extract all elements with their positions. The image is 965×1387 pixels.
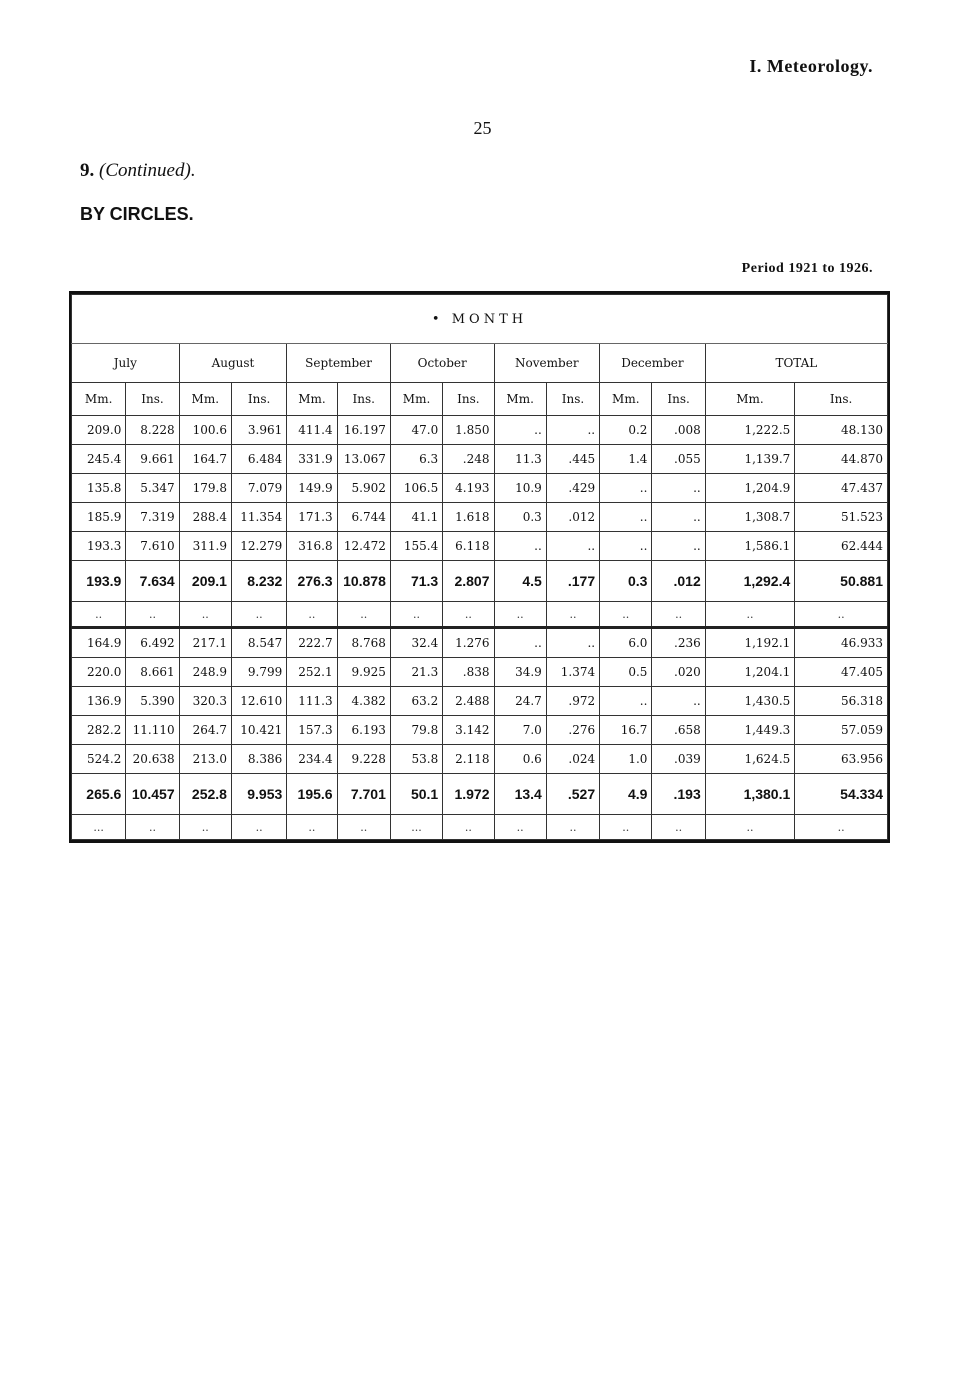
table-cell: 10.9 [494, 474, 546, 503]
table-cell: 252.8 [179, 774, 231, 815]
table-cell: 63.956 [795, 745, 888, 774]
table-cell: .024 [546, 745, 599, 774]
table-cell: .248 [443, 445, 494, 474]
table-row [72, 474, 888, 503]
table-cell: .. [600, 687, 652, 716]
table-cell: .177 [546, 561, 599, 602]
table-cell: 0.6 [494, 745, 546, 774]
table-cell: 245.4 [72, 445, 126, 474]
table-cell: .. [652, 815, 705, 840]
table-cell: 1.0 [600, 745, 652, 774]
table-cell: 155.4 [390, 532, 442, 561]
table-cell: 1,204.1 [705, 658, 795, 687]
unit-header: Ins. [231, 383, 286, 416]
table-cell: 63.2 [390, 687, 442, 716]
month-header-july: July [72, 344, 180, 383]
table-cell: 195.6 [287, 774, 337, 815]
table-cell: 57.059 [795, 716, 888, 745]
table-cell: 8.768 [337, 628, 390, 658]
table-cell: .276 [546, 716, 599, 745]
table-cell: 7.079 [231, 474, 286, 503]
table-cell: .. [600, 602, 652, 628]
table-cell: .012 [652, 561, 705, 602]
table-cell: 1,449.3 [705, 716, 795, 745]
table-cell: 11.354 [231, 503, 286, 532]
table-cell: .008 [652, 416, 705, 445]
table-cell: 9.228 [337, 745, 390, 774]
period-label: Period 1921 to 1926. [741, 261, 873, 276]
table-cell: 411.4 [287, 416, 337, 445]
table-cell: 209.0 [72, 416, 126, 445]
table-row [72, 416, 888, 445]
table-cell: 54.334 [795, 774, 888, 815]
table-cell: 331.9 [287, 445, 337, 474]
table-cell: 8.661 [126, 658, 179, 687]
table-cell: 50.881 [795, 561, 888, 602]
table-cell: 7.610 [126, 532, 179, 561]
table-cell: 12.472 [337, 532, 390, 561]
table-cell: 2.488 [443, 687, 494, 716]
table-cell: 320.3 [179, 687, 231, 716]
unit-header: Mm. [390, 383, 442, 416]
table-cell: 524.2 [72, 745, 126, 774]
table-cell: 1,308.7 [705, 503, 795, 532]
table-cell: 32.4 [390, 628, 442, 658]
table-cell: 5.902 [337, 474, 390, 503]
table-row [72, 503, 888, 532]
table-cell: 135.8 [72, 474, 126, 503]
page-number: 25 [473, 118, 492, 138]
table-cell: 157.3 [287, 716, 337, 745]
table-cell: 9.953 [231, 774, 286, 815]
table-cell: .. [705, 815, 795, 840]
table-cell: 248.9 [179, 658, 231, 687]
table-cell: 288.4 [179, 503, 231, 532]
table-cell: .. [546, 815, 599, 840]
table-cell: 34.9 [494, 658, 546, 687]
month-header-october: October [390, 344, 494, 383]
table-cell: 106.5 [390, 474, 442, 503]
table-cell: .. [546, 416, 599, 445]
table-cell: 185.9 [72, 503, 126, 532]
table-cell: 0.5 [600, 658, 652, 687]
table-cell: .. [600, 474, 652, 503]
table-cell: 5.390 [126, 687, 179, 716]
unit-header: Ins. [546, 383, 599, 416]
table-cell: 193.3 [72, 532, 126, 561]
table-cell: 265.6 [72, 774, 126, 815]
table-cell: 47.437 [795, 474, 888, 503]
table-cell: 71.3 [390, 561, 442, 602]
table-cell: .. [337, 602, 390, 628]
summary-row [72, 561, 888, 602]
table-row [72, 716, 888, 745]
table-cell: .. [600, 532, 652, 561]
table-cell: 1.4 [600, 445, 652, 474]
table-cell: .020 [652, 658, 705, 687]
table-cell: 1.618 [443, 503, 494, 532]
table-cell: 24.7 [494, 687, 546, 716]
table-cell: 53.8 [390, 745, 442, 774]
table-cell: .. [179, 815, 231, 840]
table-cell: 9.661 [126, 445, 179, 474]
table-cell: 7.319 [126, 503, 179, 532]
table-cell: 47.0 [390, 416, 442, 445]
table-cell: 51.523 [795, 503, 888, 532]
month-header-august: August [179, 344, 287, 383]
table-cell: .527 [546, 774, 599, 815]
table-cell: 193.9 [72, 561, 126, 602]
table-cell: .. [287, 602, 337, 628]
table-cell: 1.374 [546, 658, 599, 687]
section-number: 9. [80, 160, 95, 181]
table-cell: .. [652, 687, 705, 716]
table-cell: 16.197 [337, 416, 390, 445]
table-cell: .039 [652, 745, 705, 774]
unit-header: Mm. [287, 383, 337, 416]
table-cell: 179.8 [179, 474, 231, 503]
table-cell: 12.610 [231, 687, 286, 716]
table-cell: .012 [546, 503, 599, 532]
unit-header: Ins. [652, 383, 705, 416]
table-cell: .. [390, 602, 442, 628]
table-cell: 62.444 [795, 532, 888, 561]
table-cell: .972 [546, 687, 599, 716]
unit-header: Mm. [72, 383, 126, 416]
table-cell: 41.1 [390, 503, 442, 532]
table-cell: .. [600, 815, 652, 840]
unit-header: Mm. [494, 383, 546, 416]
table-cell: .445 [546, 445, 599, 474]
table-cell: 79.8 [390, 716, 442, 745]
table-cell: 11.3 [494, 445, 546, 474]
table-cell: 6.744 [337, 503, 390, 532]
unit-header: Mm. [179, 383, 231, 416]
table-cell: 7.634 [126, 561, 179, 602]
table-cell: 56.318 [795, 687, 888, 716]
table-cell: 1,624.5 [705, 745, 795, 774]
table-cell: 4.193 [443, 474, 494, 503]
table-cell: 13.4 [494, 774, 546, 815]
table-cell: .. [443, 815, 494, 840]
table-cell: 4.9 [600, 774, 652, 815]
table-cell: 209.1 [179, 561, 231, 602]
month-header-september: September [287, 344, 391, 383]
table-cell: 1,192.1 [705, 628, 795, 658]
table-cell: 6.484 [231, 445, 286, 474]
table-cell: .. [494, 815, 546, 840]
table-cell: 7.701 [337, 774, 390, 815]
table-cell: .055 [652, 445, 705, 474]
table-cell: .. [443, 602, 494, 628]
table-cell: 2.118 [443, 745, 494, 774]
table-cell: 220.0 [72, 658, 126, 687]
table-cell: 21.3 [390, 658, 442, 687]
table-cell: .236 [652, 628, 705, 658]
table-cell: 1.850 [443, 416, 494, 445]
table-cell: 10.457 [126, 774, 179, 815]
table-cell: .. [546, 532, 599, 561]
table-cell: 1,204.9 [705, 474, 795, 503]
unit-header: Mm. [705, 383, 795, 416]
table-cell: 47.405 [795, 658, 888, 687]
table-cell: .. [494, 628, 546, 658]
table-cell: 1,586.1 [705, 532, 795, 561]
table-cell: .. [652, 503, 705, 532]
table-cell: 11.110 [126, 716, 179, 745]
table-cell: .. [600, 503, 652, 532]
unit-header: Ins. [795, 383, 888, 416]
table-cell: 0.3 [494, 503, 546, 532]
table-cell: .. [652, 532, 705, 561]
table-cell: .. [231, 815, 286, 840]
table-row [72, 745, 888, 774]
table-cell: 16.7 [600, 716, 652, 745]
table-cell: 10.878 [337, 561, 390, 602]
table-cell: 2.807 [443, 561, 494, 602]
table-cell: .. [546, 628, 599, 658]
table-cell: 48.130 [795, 416, 888, 445]
table-cell: .. [72, 602, 126, 628]
table-cell: 0.2 [600, 416, 652, 445]
table-cell: 5.347 [126, 474, 179, 503]
table-cell: .193 [652, 774, 705, 815]
table-cell: 13.067 [337, 445, 390, 474]
subtitle: BY CIRCLES. [80, 204, 194, 224]
table-cell: 276.3 [287, 561, 337, 602]
table-cell: .. [287, 815, 337, 840]
table-cell: 311.9 [179, 532, 231, 561]
table-cell: .. [494, 416, 546, 445]
table-cell: 1,380.1 [705, 774, 795, 815]
table-cell: 1,139.7 [705, 445, 795, 474]
table-cell: 3.142 [443, 716, 494, 745]
table-cell: .. [546, 602, 599, 628]
table-cell: 8.228 [126, 416, 179, 445]
table-cell: 7.0 [494, 716, 546, 745]
table-cell: 50.1 [390, 774, 442, 815]
table-cell: 6.492 [126, 628, 179, 658]
table-cell: 164.7 [179, 445, 231, 474]
table-cell: 6.193 [337, 716, 390, 745]
table-cell: 4.382 [337, 687, 390, 716]
table-cell: 149.9 [287, 474, 337, 503]
table-cell: .. [126, 815, 179, 840]
table-cell: 8.232 [231, 561, 286, 602]
table-cell: 1,292.4 [705, 561, 795, 602]
unit-header: Mm. [600, 383, 652, 416]
table-cell: 8.547 [231, 628, 286, 658]
table-cell: .. [337, 815, 390, 840]
table-cell: 100.6 [179, 416, 231, 445]
table-cell: 3.961 [231, 416, 286, 445]
table-cell: 282.2 [72, 716, 126, 745]
table-cell: 164.9 [72, 628, 126, 658]
table-cell: 20.638 [126, 745, 179, 774]
section-heading [80, 160, 196, 182]
month-header-november: November [494, 344, 600, 383]
table-cell: 217.1 [179, 628, 231, 658]
month-header-total: TOTAL [705, 344, 887, 383]
table-cell: 4.5 [494, 561, 546, 602]
table-cell: 136.9 [72, 687, 126, 716]
table-cell: .. [231, 602, 286, 628]
month-header-december: December [600, 344, 706, 383]
table-cell: 8.386 [231, 745, 286, 774]
table-cell: 10.421 [231, 716, 286, 745]
table-cell: 6.3 [390, 445, 442, 474]
table-cell: .. [795, 602, 888, 628]
table-cell: ... [390, 815, 442, 840]
table-cell: 44.870 [795, 445, 888, 474]
summary-row [72, 774, 888, 815]
dots-row [72, 602, 888, 628]
dots-row [72, 815, 888, 840]
running-head: I. Meteorology. [749, 56, 873, 76]
table-cell: .. [652, 474, 705, 503]
table-cell: 6.0 [600, 628, 652, 658]
table-cell: 234.4 [287, 745, 337, 774]
table-cell: 12.279 [231, 532, 286, 561]
table-cell: 252.1 [287, 658, 337, 687]
table-cell: .. [705, 602, 795, 628]
table-row [72, 445, 888, 474]
table-cell: 213.0 [179, 745, 231, 774]
table-cell: .. [126, 602, 179, 628]
table-cell: 1,222.5 [705, 416, 795, 445]
unit-header: Ins. [337, 383, 390, 416]
table-cell: 264.7 [179, 716, 231, 745]
table-cell: 316.8 [287, 532, 337, 561]
table-cell: ... [72, 815, 126, 840]
unit-header: Ins. [443, 383, 494, 416]
table-cell: 222.7 [287, 628, 337, 658]
table-cell: .. [652, 602, 705, 628]
table-cell: 9.799 [231, 658, 286, 687]
table-cell: 1.276 [443, 628, 494, 658]
section-continued: (Continued). [99, 160, 196, 181]
rainfall-table [69, 291, 890, 843]
table-cell: 6.118 [443, 532, 494, 561]
month-group-header: • MONTH [72, 295, 888, 344]
table-row [72, 687, 888, 716]
table-cell: 171.3 [287, 503, 337, 532]
table-cell: .658 [652, 716, 705, 745]
table-row [72, 658, 888, 687]
table-cell: 1.972 [443, 774, 494, 815]
table-cell: .429 [546, 474, 599, 503]
table-cell: 111.3 [287, 687, 337, 716]
table-cell: .. [494, 602, 546, 628]
table-row [72, 628, 888, 658]
table-cell: 0.3 [600, 561, 652, 602]
table-cell: 46.933 [795, 628, 888, 658]
table-cell: 1,430.5 [705, 687, 795, 716]
unit-header: Ins. [126, 383, 179, 416]
table-cell: .838 [443, 658, 494, 687]
table-cell: 9.925 [337, 658, 390, 687]
table-cell: .. [494, 532, 546, 561]
table-cell: .. [179, 602, 231, 628]
table-cell: .. [795, 815, 888, 840]
table-row [72, 532, 888, 561]
